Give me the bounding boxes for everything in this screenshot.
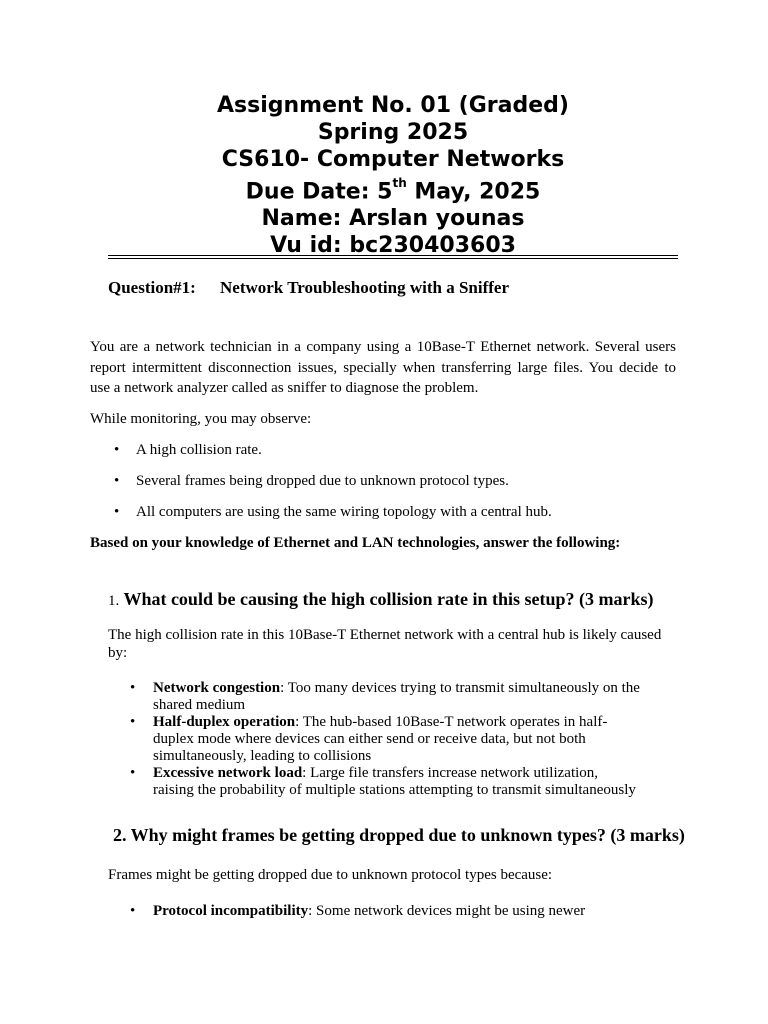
list-item: • Half-duplex operation: The hub-based 10Base-T network operates in half- duplex mode where devices can either send or receive data, but not both simultaneously, leading to collisions — [130, 714, 608, 764]
q2-answer-list — [108, 903, 658, 920]
due-date: Due Date: 5th May, 2025 — [245, 176, 541, 205]
list-item: • Excessive network load: Large file transfers increase network utilization, raising the probability of multiple stations attempting to transmit simultaneously — [130, 765, 636, 798]
semester: Spring 2025 — [317, 120, 469, 145]
q2-answer-intro: Frames might be getting dropped due to unknown protocol types because: — [108, 867, 553, 883]
question-title: Network Troubleshooting with a Sniffer — [220, 278, 510, 297]
list-item: • All computers are using the same wiring topology with a central hub. — [114, 504, 552, 520]
assignment-title: Assignment No. 01 (Graded) — [217, 93, 569, 118]
observation-list — [90, 440, 676, 522]
list-item: • A high collision rate. — [114, 442, 262, 458]
monitor-intro: While monitoring, you may observe: — [90, 411, 312, 427]
q2-heading: 2. Why might frames be getting dropped due to unknown types? (3 marks) — [113, 825, 685, 845]
question-heading — [108, 278, 509, 298]
assignment-header — [108, 92, 678, 259]
list-item: • Network congestion: Too many devices trying to transmit simultaneously on the shared medium — [130, 680, 640, 713]
q1-heading: 1. What could be causing the high collision rate in this setup? (3 marks) — [108, 589, 654, 609]
course-title: CS610- Computer Networks — [221, 147, 565, 172]
student-name: Name: Arslan younas — [261, 206, 525, 232]
scenario-paragraph: You are a network technician in a company using a 10Base-T Ethernet network. Several users report intermittent disconnection issues, specially when transferring large files. You decide to use a network analyzer called as sniffer to diagnose the problem. — [90, 339, 676, 396]
list-item: • Several frames being dropped due to unknown protocol types. — [114, 473, 509, 489]
question-number: Question#1: — [108, 278, 196, 297]
instruction-text: Based on your knowledge of Ethernet and LAN technologies, answer the following: — [90, 535, 621, 551]
q1-answer-list — [108, 680, 658, 799]
q1-answer-intro: The high collision rate in this 10Base-T Ethernet network with a central hub is likely caused by: — [108, 627, 662, 661]
student-id: Vu id: bc230403603 — [270, 233, 516, 259]
list-item: • Protocol incompatibility: Some network devices might be using newer — [130, 903, 586, 919]
header-divider — [108, 255, 678, 259]
